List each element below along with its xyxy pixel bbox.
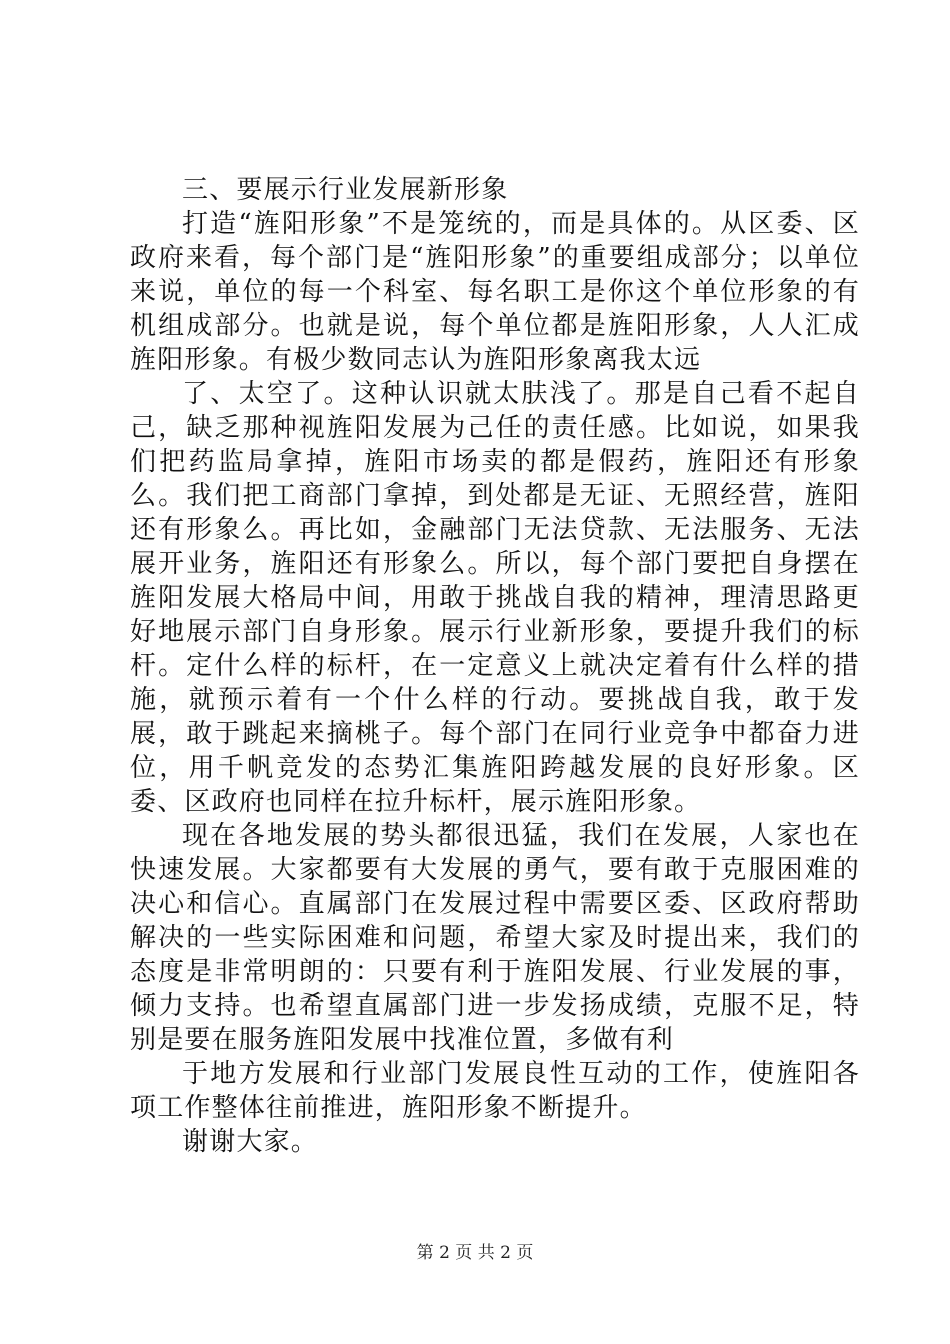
paragraph: 打造“旌阳形象”不是笼统的，而是具体的。从区委、区政府来看，每个部门是“旌阳形象”的重要组成部分；以单位来说，单位的每一个科室、每名职工是你这个单位形象的有机组成部分。也就是说，每个单位都是旌阳形象，人人汇成旌阳形象。有极少数同志认为旌阳形象离我太远 [130,209,860,375]
paragraph: 于地方发展和行业部门发展良性互动的工作，使旌阳各项工作整体往前推进，旌阳形象不断提升。 [130,1059,860,1123]
section-heading: 三、要展示行业发展新形象 [182,175,509,205]
document-body [130,173,860,1159]
paragraph: 了、太空了。这种认识就太肤浅了。那是自己看不起自己，缺乏那种视旌阳发展为己任的责任感。比如说，如果我们把药监局拿掉，旌阳市场卖的都是假药，旌阳还有形象么。我们把工商部门拿掉，到处都是无证、无照经营，旌阳还有形象么。再比如，金融部门无法贷款、无法服务、无法展开业务，旌阳还有形象么。所以，每个部门要把自身摆在旌阳发展大格局中间，用敢于挑战自我的精神，理清思路更好地展示部门自身形象。展示行业新形象，要提升我们的标杆。定什么样的标杆，在一定意义上就决定着有什么样的措施，就预示着有一个什么样的行动。要挑战自我，敢于发展，敢于跳起来摘桃子。每个部门在同行业竞争中都奋力进位，用千帆竞发的态势汇集旌阳跨越发展的良好形象。区委、区政府也同样在拉升标杆，展示旌阳形象。 [130,379,860,817]
page-number-footer: 第 2 页 共 2 页 [416,1243,534,1263]
paragraph: 现在各地发展的势头都很迅猛，我们在发展，人家也在快速发展。大家都要有大发展的勇气，要有敢于克服困难的决心和信心。直属部门在发展过程中需要区委、区政府帮助解决的一些实际困难和问题，希望大家及时提出来，我们的态度是非常明朗的：只要有利于旌阳发展、行业发展的事，倾力支持。也希望直属部门进一步发扬成绩，克服不足，特别是要在服务旌阳发展中找准位置，多做有利 [130,821,860,1055]
closing-line: 谢谢大家。 [182,1127,319,1157]
